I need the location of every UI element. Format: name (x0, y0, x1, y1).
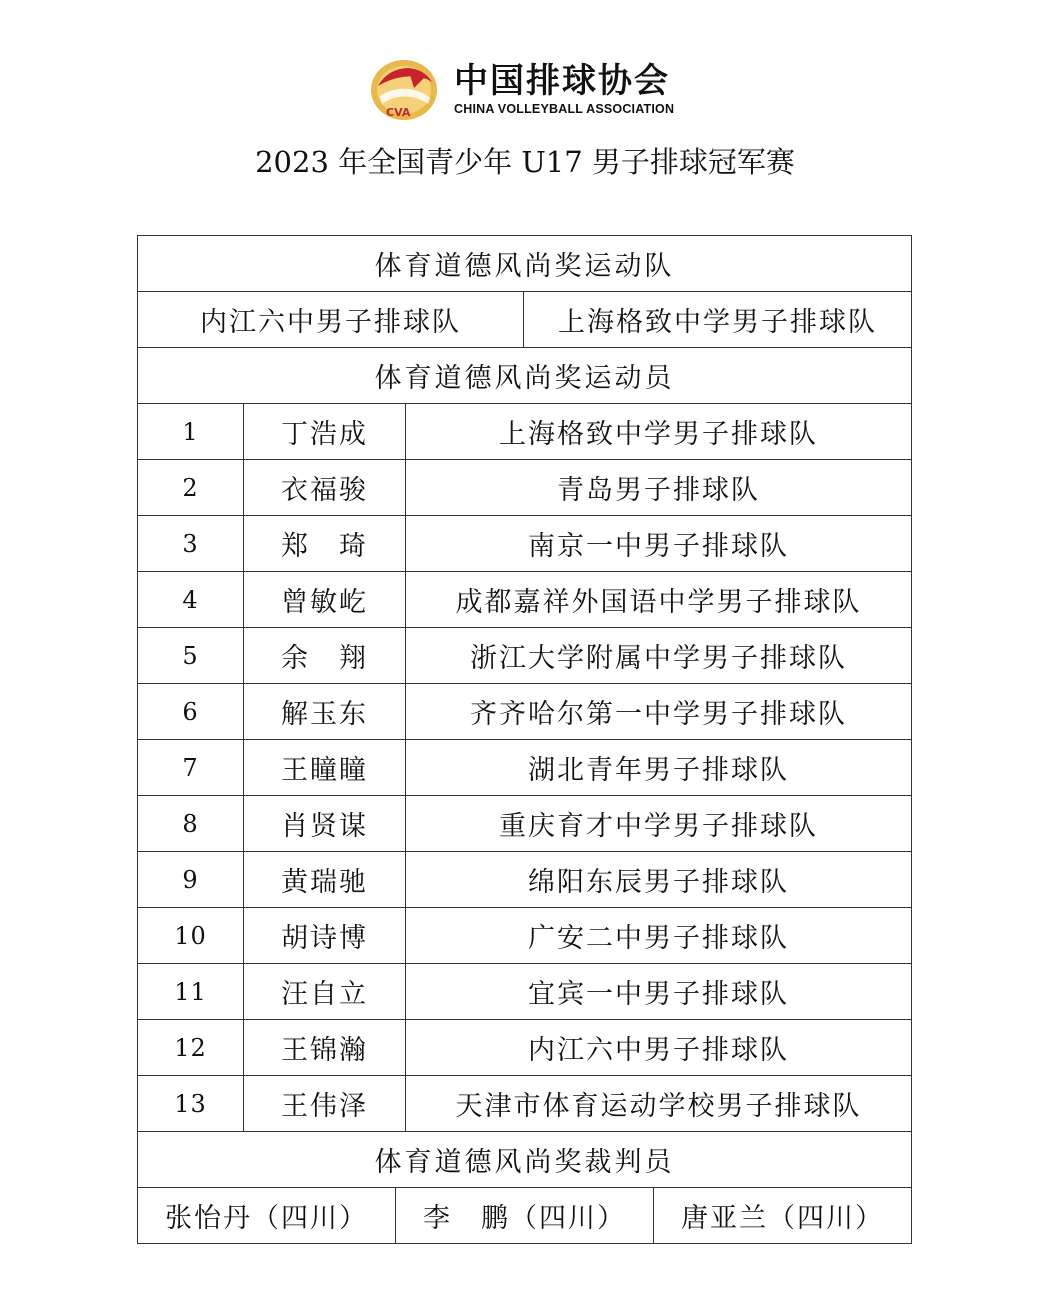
referee-3: 唐亚兰（四川） (653, 1188, 911, 1243)
player-row (138, 740, 912, 796)
document-title: 2023 年全国青少年 U17 男子排球冠军赛 (255, 145, 795, 179)
logo-english-name: CHINA VOLLEYBALL ASSOCIATION (454, 102, 675, 116)
player-team: 上海格致中学男子排球队 (406, 404, 912, 460)
award-team-1: 内江六中男子排球队 (138, 292, 524, 348)
player-name: 丁浩成 (244, 404, 406, 460)
player-name: 胡诗博 (244, 908, 406, 964)
player-name: 黄瑞驰 (244, 852, 406, 908)
award-team-2: 上海格致中学男子排球队 (524, 292, 912, 348)
referee-award-heading: 体育道德风尚奖裁判员 (138, 1132, 912, 1188)
player-team: 内江六中男子排球队 (406, 1020, 912, 1076)
player-row (138, 460, 912, 516)
player-award-heading: 体育道德风尚奖运动员 (138, 348, 912, 404)
player-name: 曾敏屹 (244, 572, 406, 628)
player-team: 天津市体育运动学校男子排球队 (406, 1076, 912, 1132)
referee-award-header-row (138, 1132, 912, 1188)
player-row (138, 628, 912, 684)
team-award-row (138, 292, 912, 348)
referee-2: 李 鹏（四川） (395, 1188, 653, 1243)
player-row (138, 796, 912, 852)
player-name: 解玉东 (244, 684, 406, 740)
player-team: 湖北青年男子排球队 (406, 740, 912, 796)
svg-text:CVA: CVA (386, 106, 411, 119)
player-team: 浙江大学附属中学男子排球队 (406, 628, 912, 684)
player-name: 王锦瀚 (244, 1020, 406, 1076)
player-name: 汪自立 (244, 964, 406, 1020)
referee-1: 张怡丹（四川） (165, 1203, 368, 1234)
player-award-header-row (138, 348, 912, 404)
referee-list (138, 1188, 911, 1243)
player-team: 成都嘉祥外国语中学男子排球队 (406, 572, 912, 628)
referee-row-cell (138, 1188, 912, 1244)
player-name: 肖贤谋 (244, 796, 406, 852)
player-number: 11 (138, 964, 244, 1020)
award-table (137, 235, 912, 1244)
referee-row (138, 1188, 912, 1244)
player-number: 12 (138, 1020, 244, 1076)
player-row (138, 964, 912, 1020)
player-number: 8 (138, 796, 244, 852)
player-team: 齐齐哈尔第一中学男子排球队 (406, 684, 912, 740)
player-number: 13 (138, 1076, 244, 1132)
player-number: 6 (138, 684, 244, 740)
player-number: 7 (138, 740, 244, 796)
player-row (138, 1020, 912, 1076)
team-award-header-row (138, 236, 912, 292)
logo-chinese-name: 中国排球协会 (454, 61, 670, 101)
player-row (138, 516, 912, 572)
player-row (138, 1076, 912, 1132)
cva-logo (368, 56, 688, 122)
player-name: 衣福骏 (244, 460, 406, 516)
player-number: 5 (138, 628, 244, 684)
volleyball-emblem-icon (368, 56, 440, 122)
player-row (138, 572, 912, 628)
player-name: 王伟泽 (244, 1076, 406, 1132)
player-team: 青岛男子排球队 (406, 460, 912, 516)
player-number: 3 (138, 516, 244, 572)
player-number: 9 (138, 852, 244, 908)
player-name: 王瞳瞳 (244, 740, 406, 796)
player-row (138, 404, 912, 460)
player-number: 1 (138, 404, 244, 460)
player-team: 重庆育才中学男子排球队 (406, 796, 912, 852)
player-team: 南京一中男子排球队 (406, 516, 912, 572)
player-team: 广安二中男子排球队 (406, 908, 912, 964)
player-team: 绵阳东辰男子排球队 (406, 852, 912, 908)
player-row (138, 852, 912, 908)
player-number: 4 (138, 572, 244, 628)
player-number: 10 (138, 908, 244, 964)
player-row (138, 908, 912, 964)
player-name: 余 翔 (244, 628, 406, 684)
player-team: 宜宾一中男子排球队 (406, 964, 912, 1020)
team-award-heading: 体育道德风尚奖运动队 (138, 236, 912, 292)
player-row (138, 684, 912, 740)
player-name: 郑 琦 (244, 516, 406, 572)
player-number: 2 (138, 460, 244, 516)
